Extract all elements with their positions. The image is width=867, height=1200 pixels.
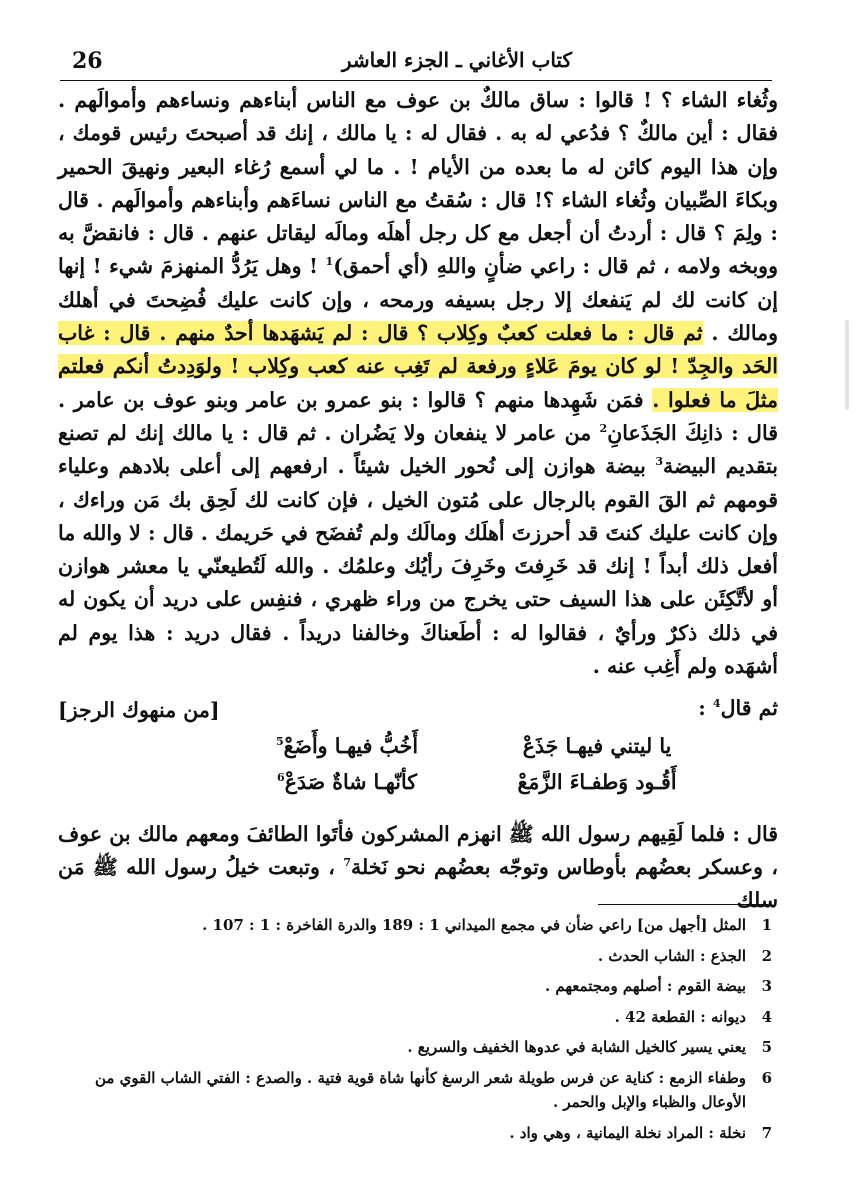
footnote-item <box>60 1035 772 1060</box>
footnote-ref[interactable]: 6 <box>277 771 285 785</box>
footnote-number: 5 <box>761 1038 772 1056</box>
verse-2-first-hemistich: أَقُـود وَطفـاءَ الزَّمَعْ <box>517 770 677 794</box>
highlighted-text: ثم قال : ما فعلت كعبٌ وكِلاب ؟ قال : لم يَشهَدها أحدٌ منهم . قال : غاب الحَد والجِدّ ! لو كان يومَ عَلاءٍ ورفعة لم تَغِب عنه كعب وكِلاب ! ولوَدِدتُ أنكم فعلتم مثلَ ما فعلوا . <box>58 321 778 412</box>
text-segment: قال : فلما لَقِيهم رسول الله ﷺ انهزم المشركون فأتَوا الطائفَ ومعهم مالك بن عوف ، وعسكر بعضُهم بأوطاس وتوجّه بعضُهم نحو نَخلة <box>58 822 778 879</box>
verse-heading <box>58 696 778 729</box>
footnote-number: 1 <box>761 916 772 934</box>
hemistich-text: كأنّهـا شاةٌ صَدَعْ <box>284 770 417 794</box>
footnotes <box>60 913 772 1151</box>
footnote-item <box>60 1005 772 1030</box>
paragraph <box>58 84 778 683</box>
footnote-number: 2 <box>761 946 772 965</box>
footnote-ref[interactable]: 3 <box>655 455 663 469</box>
footnote-item <box>60 974 772 999</box>
footnote-divider <box>598 904 768 905</box>
footnote-text: ديوانه : القطعة 42 . <box>614 1007 746 1026</box>
footnote-item <box>60 1066 772 1115</box>
text-segment: ! وهل يَرُدُّ المنهزمَ شيء ! إنها إن كانت لك لم يَنفعك إلا رجل بسيفه ورمحه ، وإن كانت عليك فُضِحتَ في أهلك ومالك . <box>58 254 778 346</box>
footnote-number: 6 <box>761 1068 772 1087</box>
footnote-number: 4 <box>761 1007 772 1026</box>
footnote-text: المثل [أجهل من] راعي ضأن في مجمع الميداني 1 : 189 والدرة الفاخرة : 1 : 107 . <box>202 916 746 934</box>
footnote-item <box>60 944 772 969</box>
verse-1-second-hemistich <box>257 734 437 758</box>
header-title: كتاب الأغاني ـ الجزء العاشر <box>341 48 572 72</box>
text-segment: من عامر لا ينفعان ولا يَضُران . ثم قال : يا مالك إنك لم تصنع بتقديم البيضة <box>58 420 778 479</box>
footnote-ref[interactable]: 2 <box>599 422 608 436</box>
footnote-ref[interactable]: 7 <box>343 856 351 870</box>
footnote-number: 7 <box>761 1123 772 1142</box>
text-segment: فمَن شَهِدها منهم ؟ قالوا : بنو عمرو بن عامر وبنو عوف بن عامر . قال : ذانِكَ الجَذَعانِ <box>58 387 778 445</box>
running-header <box>60 44 772 81</box>
footnote-text: وطفاء الزمع : كناية عن فرس طويلة شعر الرسغ كأنها شاة قوية فتية . والصدع : الفتي الشاب القوي من الأوعال والظباء والإبل والحمر . <box>94 1068 746 1111</box>
page-number: 26 <box>72 48 103 74</box>
footnote-item <box>60 1121 772 1146</box>
paragraph <box>58 818 778 917</box>
footnote-text: الجذع : الشاب الحدث . <box>597 946 746 965</box>
footnote-ref[interactable]: 1 <box>325 255 334 269</box>
text-segment: بيضة هوازن إلى نُحور الخيل شيئاً . ارفعهم إلى أعلى بلادهم وعلياء قومهم ثم القَ القوم بالرجال على مُتون الخيل ، فإن كانت لك لَحِق بك مَن وراءك ، وإن كانت عليك كنتَ قد أحرزتَ أهلَك ومالَك ولم تُفضَح في حَريمك . قال : لا والله ما أفعل ذلك أبداً ! إنك قد خَرِفتَ وخَرِفَ رأيُك وعلمُك . والله لَتُطيعنّي يا معشر هوازن أو لأتَّكِئَن على هذا السيف حتى يخرج من وراء ظهري ، فنفِس على دريد أن يكون له في ذلك ذكرٌ ورأيٌ ، فقالوا له : أطَعناكَ وخالفنا دريداً . فقال دريد : هذا يوم لم أشهَده ولم أَغِب عنه . <box>58 454 778 679</box>
text-segment: ، وتبعت خيلُ رسول الله ﷺ مَن سلك <box>58 855 778 912</box>
meter-label: [من منهوك الرجز] <box>58 698 220 722</box>
footnote-number: 3 <box>761 977 772 995</box>
scrollbar-thumb[interactable] <box>845 320 849 410</box>
verse-intro-colon: : <box>698 696 713 720</box>
footnote-ref[interactable]: 5 <box>275 735 284 749</box>
footnote-text: نخلة : المراد نخلة اليمانية ، وهي واد . <box>509 1123 746 1142</box>
main-text <box>58 84 778 683</box>
verse-intro-text: ثم قال <box>720 696 778 720</box>
hemistich-text: أَخُبُّ فيهـا وأَضَعْ <box>283 734 419 758</box>
footnote-text: يعني يسير كالخيل الشابة في عدوها الخفيف والسريع . <box>407 1038 746 1056</box>
footnote-ref[interactable]: 4 <box>712 697 721 711</box>
footnote-text: بيضة القوم : أصلهم ومجتمعهم . <box>544 977 746 995</box>
verse-1-first-hemistich: يا ليتني فيهـا جَذَعْ <box>522 734 672 758</box>
verse-2-second-hemistich <box>257 770 437 794</box>
text-segment: وثُغاء الشاء ؟ ! قالوا : ساق مالكٌ بن عوف مع الناس أبناءهم ونساءهم وأموالَهم . فقال : أين مالكٌ ؟ فدُعي له به . فقال له : يا مالك ، إنك قد أصبحتَ رئيس قومك ، وإن هذا اليوم كائن له ما بعده من الأيام ! . ما لي أسمع رُغاء البعير ونهيقَ الحمير وبكاءَ الصِّبيان وثُغاء الشاء ؟! قال : سُقتُ مع الناس نساءَهم وأبناءهم وأموالَهم . قال : ولِمَ ؟ قال : أردتُ أن أجعل مع كل رجل أهلَه ومالَه ليقاتل عنهم . قال : فانقضَّ به ووبخه ولامه ، ثم قال : راعي ضأنٍ واللهِ (أي أحمق) <box>58 88 778 279</box>
main-text-continued <box>58 818 778 917</box>
footnote-item <box>60 913 772 938</box>
verse-intro <box>698 696 778 720</box>
